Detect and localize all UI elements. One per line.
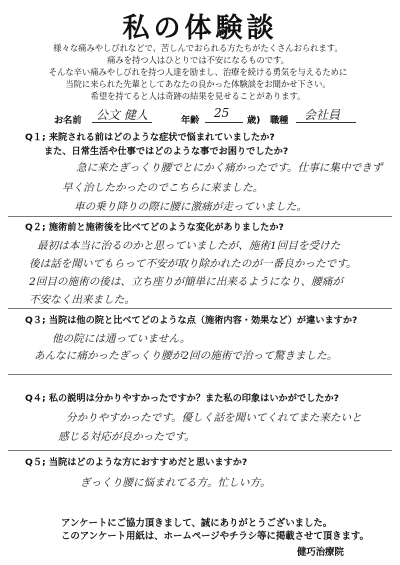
name-value: 公文 健人 xyxy=(96,108,148,122)
answer-4-line: 感じる対応が良かったです。 xyxy=(58,431,195,443)
question-4: Q４; 私の説明は分かりやすかったですか？また私の印象はいかがでしたか? xyxy=(25,393,340,404)
answer-5-line: ぎっくり腰に悩まれてる方。忙しい方。 xyxy=(80,477,271,489)
name-label: お名前 xyxy=(54,115,82,126)
intro-line: 様々な痛みやしびれなどで、苦しんでおられる方たちがたくさんおられます。 xyxy=(53,43,343,53)
age-unit: 歳) xyxy=(247,115,261,126)
intro-line: 希望を持てると人は奇跡の結果を見せることがあります。 xyxy=(90,91,306,101)
question-5: Q５; 当院はどのような方におすすめだと思いますか? xyxy=(25,457,248,468)
question-1: Q１; 来院される前はどのような症状で悩まれていましたか? xyxy=(25,132,275,143)
section-divider xyxy=(8,450,392,451)
intro-line: 痛みを持つ人はひとりでは不安になるものです。 xyxy=(107,55,289,65)
answer-1-line: 早く治したかったのでこちらに来ました。 xyxy=(62,182,264,194)
answer-1-line: 急に来たぎっくり腰でとにかく痛かったです。仕事に集中できず xyxy=(76,162,383,174)
job-label: 職種 xyxy=(270,115,289,126)
question-1-sub: また、日常生活や仕事ではどのような事でお困りでしたか? xyxy=(44,146,289,157)
page-title: 私の体験談 xyxy=(122,13,278,44)
answer-2-line: 後は話を聞いてもらって不安が取り除かれたのが一番良かったです。 xyxy=(29,258,357,270)
answer-3-line: あんなに痛かったぎっくり腰が2回の施術で治って驚きました。 xyxy=(34,350,338,362)
answer-1-line: 車の乗り降りの際に腰に激痛が走っていました。 xyxy=(74,201,308,213)
clinic-name: 健巧治療院 xyxy=(297,547,344,558)
answer-2-line: 最初は本当に治るのかと思っていましたが、施術1回目を受けた xyxy=(37,240,341,252)
section-divider xyxy=(8,216,392,217)
age-value: 25 xyxy=(214,106,230,120)
footer-notice: このアンケート用紙は、ホームページやチラシ等に掲載させて頂きます。 xyxy=(61,531,369,542)
answer-3-line: 他の院には通っていません。 xyxy=(52,333,191,345)
job-value: 会社員 xyxy=(304,108,341,122)
footer-thanks: アンケートにご協力頂きまして、誠にありがとうございました。 xyxy=(61,518,333,529)
answer-4-line: 分かりやすかったです。優しく話を聞いてくれてまた来たいと xyxy=(66,412,362,424)
intro-line: そんな辛い痛みやしびれを持つ人達を励まし、治療を続ける勇気を与えるために xyxy=(48,67,348,77)
section-divider xyxy=(8,308,392,309)
question-2: Q２; 施術前と施術後を比べてどのような変化がありましたか? xyxy=(25,222,284,233)
age-label: 年齢 xyxy=(181,115,200,126)
age-underline xyxy=(205,122,243,123)
answer-2-line: 2回目の施術の後は、立ち座りが簡単に出来るようになり、腰痛が xyxy=(29,276,343,288)
question-3: Q３; 当院は他の院と比べてどのような点（施術内容・効果など）が違いますか? xyxy=(25,315,358,326)
intro-line: 当院に来られた先輩としてあなたの良かった体験談をお聞かせ下さい。 xyxy=(65,79,331,89)
answer-2-line: 不安なく出来ました。 xyxy=(29,294,135,306)
section-divider xyxy=(8,374,392,375)
